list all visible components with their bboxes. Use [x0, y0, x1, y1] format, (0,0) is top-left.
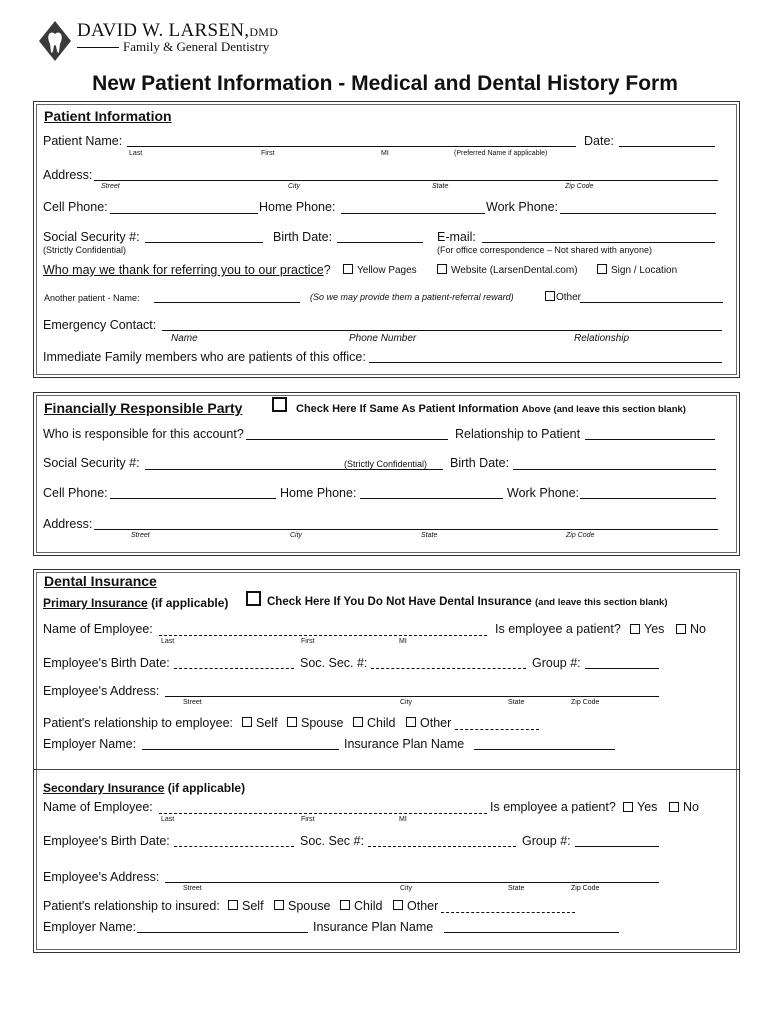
same-as-patient-checkbox[interactable] — [272, 397, 287, 412]
primary-is-patient-label: Is employee a patient? — [495, 622, 621, 636]
secondary-birth-field[interactable] — [174, 846, 294, 847]
email-label: E-mail: — [437, 230, 476, 244]
date-field[interactable] — [619, 146, 715, 147]
logo-subtitle: Family & General Dentistry — [123, 39, 270, 54]
website-label: Website (LarsenDental.com) — [451, 265, 578, 276]
secondary-no-checkbox[interactable] — [669, 802, 679, 812]
financial-address-field[interactable] — [94, 529, 718, 530]
primary-employer-field[interactable] — [142, 749, 339, 750]
financial-ssn-label: Social Security #: — [43, 456, 140, 470]
primary-child-label: Child — [367, 716, 396, 730]
financial-home-field[interactable] — [360, 498, 503, 499]
primary-sub-mi: MI — [399, 638, 407, 645]
primary-spouse-label: Spouse — [301, 716, 344, 730]
referral-question: Who may we thank for referring you to our practice? — [43, 263, 331, 277]
secondary-other-field[interactable] — [441, 912, 575, 913]
work-field[interactable] — [560, 213, 716, 214]
financial-cell-field[interactable] — [110, 498, 276, 499]
primary-sub-last: Last — [161, 638, 175, 645]
secondary-spouse-label: Spouse — [288, 899, 331, 913]
sub-state: State — [432, 183, 449, 190]
primary-sub-city: City — [400, 699, 413, 706]
date-label: Date: — [584, 134, 614, 148]
secondary-yes-checkbox[interactable] — [623, 802, 633, 812]
ssn-note: (Strictly Confidential) — [43, 245, 127, 255]
secondary-is-patient-label: Is employee a patient? — [490, 800, 616, 814]
secondary-yes-label: Yes — [637, 800, 658, 814]
secondary-sub-city: City — [400, 885, 413, 892]
secondary-sub-last: Last — [161, 816, 175, 823]
another-patient-field[interactable] — [154, 302, 300, 303]
sub-zip: Zip Code — [565, 183, 594, 190]
primary-plan-label: Insurance Plan Name — [344, 737, 465, 751]
secondary-birth-label: Employee's Birth Date: — [43, 834, 170, 848]
sub-preferred: (Preferred Name if applicable) — [454, 150, 548, 157]
secondary-plan-field[interactable] — [444, 932, 619, 933]
primary-self-checkbox[interactable] — [242, 717, 252, 727]
sign-location-checkbox[interactable] — [597, 264, 607, 274]
primary-employer-label: Employer Name: — [43, 737, 137, 751]
financial-birth-field[interactable] — [513, 469, 716, 470]
secondary-sub-mi: MI — [399, 816, 407, 823]
no-insurance-label: Check Here If You Do Not Have Dental Insurance (and leave this section blank) — [267, 596, 668, 608]
insurance-header: Dental Insurance — [44, 573, 157, 589]
secondary-group-field[interactable] — [575, 846, 659, 847]
primary-address-label: Employee's Address: — [43, 684, 160, 698]
primary-employee-label: Name of Employee: — [43, 622, 153, 636]
secondary-sub-street: Street — [183, 885, 202, 892]
sign-location-label: Sign / Location — [611, 265, 678, 276]
primary-soc-label: Soc. Sec. #: — [300, 656, 368, 670]
financial-header: Financially Responsible Party — [44, 400, 243, 416]
relationship-label: Relationship to Patient — [455, 427, 581, 441]
responsible-field[interactable] — [246, 439, 448, 440]
primary-other-checkbox[interactable] — [406, 717, 416, 727]
relationship-field[interactable] — [585, 439, 715, 440]
secondary-employer-field[interactable] — [137, 932, 308, 933]
financial-ssn-field[interactable] — [145, 469, 443, 470]
financial-home-label: Home Phone: — [280, 486, 357, 500]
sub-phone: Phone Number — [349, 333, 417, 344]
home-field[interactable] — [341, 213, 485, 214]
primary-sub-street: Street — [183, 699, 202, 706]
primary-soc-field[interactable] — [371, 668, 526, 669]
secondary-address-field[interactable] — [165, 882, 659, 883]
secondary-plan-label: Insurance Plan Name — [313, 920, 434, 934]
secondary-child-checkbox[interactable] — [340, 900, 350, 910]
secondary-other-label: Other — [407, 899, 439, 913]
yellow-pages-checkbox[interactable] — [343, 264, 353, 274]
secondary-address-label: Employee's Address: — [43, 870, 160, 884]
work-label: Work Phone: — [486, 200, 559, 214]
ssn-field[interactable] — [145, 242, 263, 243]
secondary-soc-label: Soc. Sec #: — [300, 834, 364, 848]
home-label: Home Phone: — [259, 200, 336, 214]
secondary-relationship-label: Patient's relationship to insured: — [43, 899, 220, 913]
sub-first: First — [261, 150, 275, 157]
secondary-self-checkbox[interactable] — [228, 900, 238, 910]
logo-name: DAVID W. LARSEN,DMD — [77, 20, 279, 41]
primary-birth-label: Employee's Birth Date: — [43, 656, 170, 670]
primary-other-label: Other — [420, 716, 452, 730]
primary-child-checkbox[interactable] — [353, 717, 363, 727]
insurance-divider — [33, 769, 739, 770]
primary-employee-field[interactable] — [159, 635, 487, 636]
sub-relationship: Relationship — [574, 333, 630, 344]
secondary-soc-field[interactable] — [368, 846, 516, 847]
sub-street: Street — [101, 183, 120, 190]
sub-name: Name — [171, 333, 198, 344]
emergency-label: Emergency Contact: — [43, 318, 157, 332]
patient-name-field[interactable] — [127, 146, 576, 147]
primary-insurance-label: Primary Insurance (if applicable) — [43, 596, 229, 610]
primary-sub-first: First — [301, 638, 315, 645]
secondary-child-label: Child — [354, 899, 383, 913]
financial-work-label: Work Phone: — [507, 486, 580, 500]
secondary-employer-label: Employer Name: — [43, 920, 137, 934]
other-referral-checkbox[interactable] — [545, 291, 555, 301]
ssn-label: Social Security #: — [43, 230, 140, 244]
secondary-sub-state: State — [508, 885, 525, 892]
primary-address-field[interactable] — [165, 696, 659, 697]
another-patient-label: Another patient - Name: — [44, 293, 140, 303]
primary-group-label: Group #: — [532, 656, 581, 670]
no-insurance-checkbox[interactable] — [246, 591, 261, 606]
sub-city: City — [288, 183, 301, 190]
primary-no-label: No — [690, 622, 706, 636]
primary-other-field[interactable] — [455, 729, 539, 730]
emergency-field[interactable] — [162, 330, 722, 331]
financial-address-label: Address: — [43, 517, 93, 531]
primary-no-checkbox[interactable] — [676, 624, 686, 634]
yellow-pages-label: Yellow Pages — [357, 265, 417, 276]
financial-cell-label: Cell Phone: — [43, 486, 108, 500]
page-title: New Patient Information - Medical and Dental History Form — [92, 72, 678, 95]
financial-birth-label: Birth Date: — [450, 456, 510, 470]
secondary-sub-zip: Zip Code — [571, 885, 600, 892]
secondary-sub-first: First — [301, 816, 315, 823]
secondary-self-label: Self — [242, 899, 264, 913]
responsible-label: Who is responsible for this account? — [43, 427, 244, 441]
primary-plan-field[interactable] — [474, 749, 615, 750]
secondary-group-label: Group #: — [522, 834, 571, 848]
primary-spouse-checkbox[interactable] — [287, 717, 297, 727]
secondary-other-checkbox[interactable] — [393, 900, 403, 910]
secondary-spouse-checkbox[interactable] — [274, 900, 284, 910]
financial-sub-state: State — [421, 532, 438, 539]
reward-note: (So we may provide them a patient-referral reward) — [310, 292, 514, 302]
primary-birth-field[interactable] — [174, 668, 294, 669]
birth-field[interactable] — [337, 242, 423, 243]
other-referral-field[interactable] — [580, 302, 723, 303]
sub-last: Last — [129, 150, 143, 157]
secondary-no-label: No — [683, 800, 699, 814]
birth-label: Birth Date: — [273, 230, 333, 244]
family-label: Immediate Family members who are patients of this office: — [43, 350, 366, 364]
patient-header: Patient Information — [44, 108, 172, 124]
primary-yes-checkbox[interactable] — [630, 624, 640, 634]
email-note: (For office correspondence – Not shared with anyone) — [437, 245, 652, 255]
patient-name-label: Patient Name: — [43, 134, 123, 148]
secondary-employee-label: Name of Employee: — [43, 800, 153, 814]
primary-sub-state: State — [508, 699, 525, 706]
sub-mi: MI — [381, 150, 389, 157]
primary-group-field[interactable] — [585, 668, 659, 669]
family-field[interactable] — [369, 362, 722, 363]
financial-sub-street: Street — [131, 532, 150, 539]
same-as-patient-label: Check Here If Same As Patient Information Above (and leave this section blank) — [296, 403, 686, 415]
cell-label: Cell Phone: — [43, 200, 108, 214]
financial-work-field[interactable] — [580, 498, 716, 499]
primary-yes-label: Yes — [644, 622, 665, 636]
primary-sub-zip: Zip Code — [571, 699, 600, 706]
secondary-employee-field[interactable] — [159, 813, 487, 814]
address-label: Address: — [43, 168, 93, 182]
other-referral-label: Other — [556, 292, 582, 303]
primary-self-label: Self — [256, 716, 278, 730]
primary-relationship-label: Patient's relationship to employee: — [43, 716, 233, 730]
tooth-logo-icon — [38, 20, 72, 62]
email-field[interactable] — [482, 242, 715, 243]
website-checkbox[interactable] — [437, 264, 447, 274]
logo-rule — [77, 47, 119, 48]
secondary-insurance-label: Secondary Insurance (if applicable) — [43, 781, 246, 795]
financial-sub-zip: Zip Code — [566, 532, 595, 539]
address-field[interactable] — [94, 180, 718, 181]
cell-field[interactable] — [110, 213, 258, 214]
financial-ssn-note: (Strictly Confidential) — [344, 459, 428, 469]
financial-sub-city: City — [290, 532, 303, 539]
